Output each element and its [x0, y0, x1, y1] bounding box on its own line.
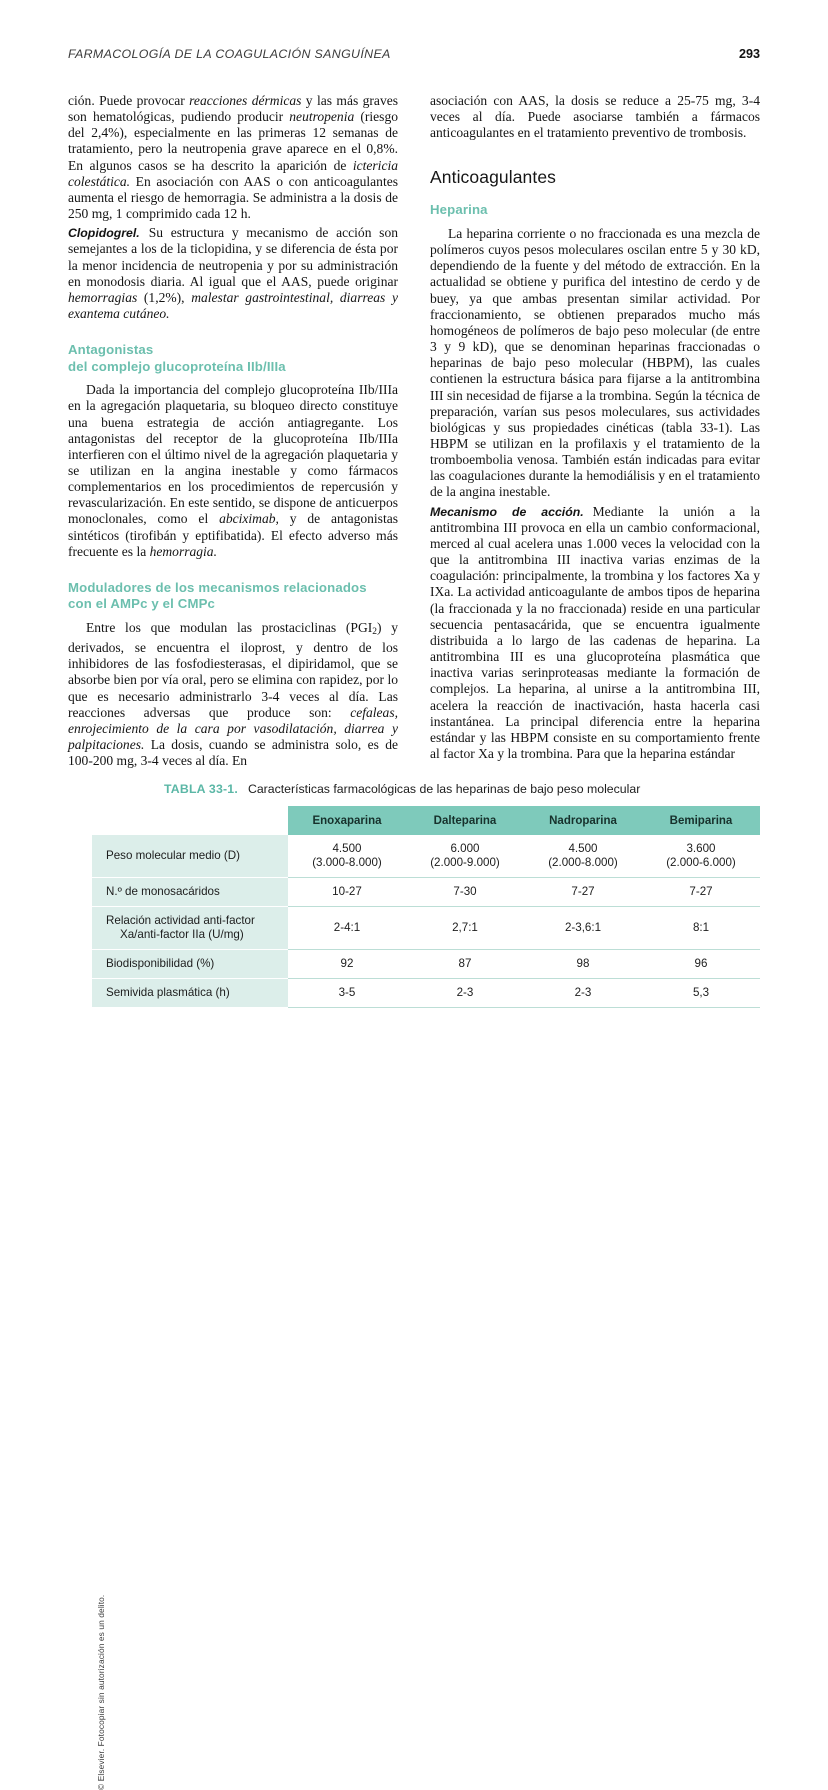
text-italic: ictericia colestática. — [68, 157, 398, 189]
column-header-nadroparina: Nadroparina — [524, 806, 642, 835]
table-row — [92, 950, 760, 979]
paragraph-ticlopidina — [68, 93, 398, 222]
text-italic: hemorragias — [68, 289, 138, 305]
row-label-semivida — [92, 979, 288, 1008]
text-italic: hemorragia. — [149, 543, 217, 559]
row-label-peso-molecular — [92, 835, 288, 878]
row-label-relacion-actividad — [92, 907, 288, 950]
paragraph-moduladores — [68, 620, 398, 769]
text-italic: exantema cutáneo. — [68, 306, 170, 322]
spacer — [68, 613, 398, 620]
table-caption-text: Características farmacológicas de las heparinas de bajo peso molecular — [247, 782, 641, 796]
cell-range: (2.000-6.000) — [666, 856, 736, 869]
spacer — [430, 219, 760, 226]
table-row — [92, 878, 760, 907]
text-run: y — [385, 289, 398, 305]
cell-main: 4.500 — [332, 842, 362, 855]
heading-line-2: con el AMPc y el CMPc — [68, 596, 216, 612]
table-row — [92, 835, 760, 878]
table-cell: 2,7:1 — [406, 907, 524, 950]
running-head-title: FARMACOLOGÍA DE LA COAGULACIÓN SANGUÍNEA — [68, 47, 391, 61]
table-cell: 8:1 — [642, 907, 760, 950]
row-label-line-1: N.º de monosacáridos — [106, 885, 220, 898]
heading-line-2: del complejo glucoproteína IIb/IIIa — [68, 358, 286, 374]
column-header-bemiparina: Bemiparina — [642, 806, 760, 835]
paragraph-mecanismo-accion — [430, 504, 760, 763]
text-italic: neutropenia — [289, 109, 355, 125]
text-italic: abciximab, — [219, 511, 279, 527]
table-cell: 7-30 — [406, 878, 524, 907]
table-cell — [642, 835, 760, 878]
text-run: y — [384, 720, 398, 736]
spacer — [68, 322, 398, 342]
body-columns — [68, 93, 760, 769]
text-run: La dosis, cuando se administra solo, es de 100-200 mg, 3-4 veces al día. En — [68, 737, 398, 769]
table-corner-cell — [92, 806, 288, 835]
running-head — [68, 47, 760, 61]
table-cell: 2-3,6:1 — [524, 907, 642, 950]
text-run: ción. Puede provocar — [68, 93, 190, 108]
row-label-line-1: Semivida plasmática (h) — [106, 986, 230, 999]
cell-range: (2.000-8.000) — [548, 856, 618, 869]
table-cell: 7-27 — [642, 878, 760, 907]
spacer — [68, 375, 398, 382]
heading-line-1: Antagonistas — [68, 342, 154, 358]
row-label-line-1: Peso molecular medio (D) — [106, 849, 241, 862]
text-run: (riesgo del 2,4%), especialmente en las primeras 12 semanas de tratamiento, pero la neutropenia grave aparece en el 0,8%. En algunos casos se ha descrito la aparición de — [68, 109, 398, 173]
text-run: y las más graves son hematológicas, pudiendo producir — [68, 93, 398, 125]
table-cell: 87 — [406, 950, 524, 979]
subscript: 2 — [372, 626, 377, 637]
paragraph-antagonistas — [68, 382, 398, 560]
table-cell — [406, 835, 524, 878]
table-header-row — [92, 806, 760, 835]
table-cell: 96 — [642, 950, 760, 979]
text-run: En asociación con AAS o con anticoagulantes aumenta el riesgo de hemorragia. Se administra a la dosis de 250 mg, 1 comprimido cada 12 h. — [68, 173, 398, 222]
table-cell: 3-5 — [288, 979, 406, 1008]
table-caption — [164, 782, 760, 796]
table-cell: 2-3 — [406, 979, 524, 1008]
table-cell: 2-4:1 — [288, 907, 406, 950]
table-cell: 10-27 — [288, 878, 406, 907]
cell-range: (3.000-8.000) — [312, 856, 382, 869]
spacer — [68, 560, 398, 580]
spacer — [430, 188, 760, 202]
section-heading-heparina: Heparina — [430, 202, 488, 218]
row-label-monosacaridos — [92, 878, 288, 907]
row-label-biodisponibilidad — [92, 950, 288, 979]
table-body — [92, 835, 760, 1008]
row-label-line-2: Xa/anti-factor IIa (U/mg) — [120, 928, 244, 941]
column-header-enoxaparina: Enoxaparina — [288, 806, 406, 835]
table-cell: 5,3 — [642, 979, 760, 1008]
table-cell: 92 — [288, 950, 406, 979]
table-cell: 2-3 — [524, 979, 642, 1008]
heparins-table — [92, 806, 760, 1008]
left-column — [68, 93, 398, 769]
text-italic: cefaleas, enrojecimiento de la cara por vasodilatación, diarrea — [68, 704, 398, 736]
cell-main: 4.500 — [568, 842, 598, 855]
right-column — [430, 93, 760, 769]
table-cell: 98 — [524, 950, 642, 979]
table-label: TABLA 33-1. — [164, 782, 238, 796]
paragraph-heparina: La heparina corriente o no fraccionada es una mezcla de polímeros cuyos pesos moleculares oscilan entre 5 y 30 kD, dependiendo de la fuente y del método de extracción. En la actualidad se obtiene y purifica del intestino de cerdo y de buey, ya que ambas presentan similar actividad. Por fraccionamiento, se obtienen preparados mucho más homogéneos de polímeros de bajo peso molecular (de entre 3 y 9 kD), que se denominan heparinas fraccionadas o heparinas de bajo peso molecular (HBPM), las cuales contienen la estructura básica para fijarse a la antitrombina III sin necesidad de fijarse a la trombina. Según la técnica de preparación, varían sus pesos moleculares, sus actividades biológicas y sus propiedades cinéticas (tabla 33-1). Las HBPM se utilizan en la profilaxis y el tratamiento de la tromboembolia venosa. También están indicadas para evitar las coagulaciones durante la hemodiálisis y en el tratamiento de la angina inestable. — [430, 225, 760, 500]
text-run: Entre los que modulan las prostaciclinas (PGI — [86, 619, 373, 635]
text-run: ) y derivados, se encuentra el iloprost, y dentro de los inhibidores de las fosfodiesterasas, el dipiridamol, que se absorbe bien por vía oral, pero se elimina con rapidez, por lo que es necesario administrarlo 3-4 veces al día. Las reacciones adversas que produce son: — [68, 619, 398, 720]
table-row — [92, 907, 760, 950]
text-italic: malestar gastrointestinal, diarreas — [191, 289, 386, 305]
copyright-credit: © Elsevier. Fotocopiar sin autorización es un delito. — [96, 1594, 106, 1790]
text-run: Dada la importancia del complejo glucoproteína IIb/IIIa en la agregación plaquetaria, su bloqueo directo constituye una buena estrategia de acción antiagregante. Los antagonistas del receptor de la glucoproteína IIb/IIIa interfieren con el último nivel de la agregación plaquetaria y se utilizan en la angina inestable y como fármacos complementarios en los procedimientos de repercusión y revascularización. En este sentido, se dispone de anticuerpos monoclonales, como el — [68, 382, 398, 527]
text-run: (1,2%), — [137, 289, 192, 305]
text-italic: reacciones dérmicas — [189, 93, 302, 108]
column-header-dalteparina: Dalteparina — [406, 806, 524, 835]
section-heading-moduladores — [68, 580, 398, 613]
page-number: 293 — [738, 47, 760, 61]
row-label-line-1: Relación actividad anti-factor — [106, 914, 255, 927]
text-italic: palpitaciones. — [68, 737, 145, 753]
row-label-line-1: Biodisponibilidad (%) — [106, 957, 215, 970]
text-run: Mediante la unión a la antitrombina III provoca en ella un cambio conformacional, merced al cual acelera unas 1.000 veces la velocidad con la que la antitrombina III inactiva varias enzimas de la coagulación: principalmente, la trombina y los factores Xa y IXa. La actividad anticoagulante de ambos tipos de heparina (la fraccionada y la no fraccionada) reside en una particular secuencia pentasacárida, que se encuentra igualmente distribuida a lo largo de las cadenas de heparina. La antitrombina III es una glucoproteína plasmática que inactiva varias serinproteasas mediante la formación de complejos. La heparina, al unirse a la antitrombina III, acelera la reacción de inactivación, hasta hacerla casi instantánea. La principal diferencia entre la heparina estándar y las HBPM consiste en su comportamiento frente al factor Xa y la trombina. Para que la heparina estándar — [430, 503, 760, 761]
text-run: y de antagonistas sintéticos (tirofibán y eptifibatida). El efecto adverso más frecuente es la — [68, 511, 398, 559]
table-cell: 7-27 — [524, 878, 642, 907]
table-block — [92, 782, 760, 1008]
table-cell — [524, 835, 642, 878]
heading-line-1: Moduladores de los mecanismos relacionados — [68, 579, 367, 595]
text-run: Su estructura y mecanismo de acción son semejantes a los de la ticlopidina, y se diferencia de ésta por la menor incidencia de neutropenia y por su administración en monodosis diaria. Al igual que el AAS, puede originar — [68, 225, 398, 289]
section-heading-antagonistas — [68, 342, 398, 375]
cell-range: (2.000-9.000) — [430, 856, 500, 869]
run-in-heading-mecanismo: Mecanismo de acción. — [430, 504, 584, 519]
cell-main: 3.600 — [686, 842, 716, 855]
table-row — [92, 979, 760, 1008]
run-in-heading-clopidogrel: Clopidogrel. — [68, 226, 140, 241]
paragraph-clopidogrel — [68, 225, 398, 322]
section-heading-anticoagulantes: Anticoagulantes — [430, 167, 557, 188]
paragraph-dipiridamol-cont: asociación con AAS, la dosis se reduce a 25-75 mg, 3-4 veces al día. Puede asociarse también a fármacos anticoagulantes en el tratamiento preventivo de trombosis. — [430, 93, 760, 141]
spacer — [430, 141, 760, 167]
table-cell — [288, 835, 406, 878]
table-head — [92, 806, 760, 835]
cell-main: 6.000 — [450, 842, 480, 855]
